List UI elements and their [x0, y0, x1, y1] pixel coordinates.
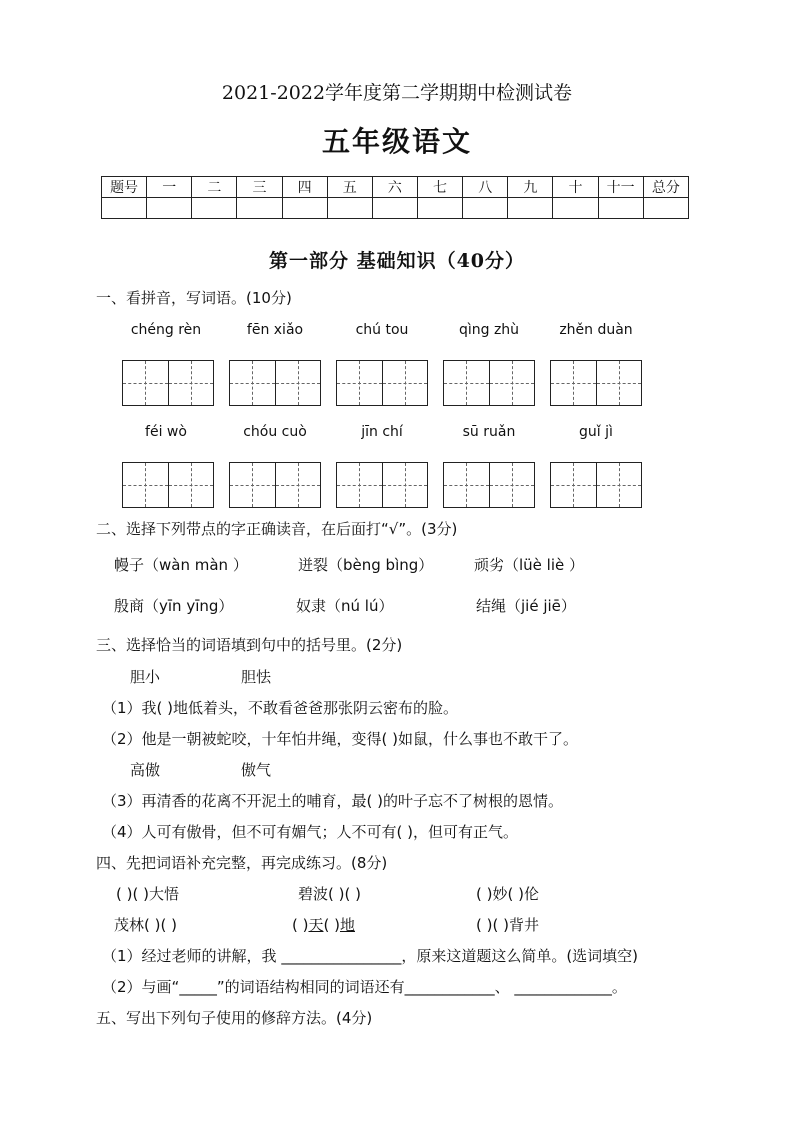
- idiom-blank[interactable]: ( )( )背井: [476, 916, 539, 934]
- score-entry-cell[interactable]: [282, 198, 327, 219]
- q4-sentence-2[interactable]: （2）与画“_____”的词语结构相同的词语还有____________、 _____________。: [102, 978, 627, 996]
- pinyin-label: zhěn duàn: [559, 322, 633, 338]
- idiom-char-di: 地: [339, 916, 355, 934]
- idiom-blank-underlined[interactable]: [292, 914, 355, 935]
- pinyin-label: chóu cuò: [243, 424, 307, 440]
- score-header-cell: 六: [372, 177, 417, 198]
- q2-heading: 二、选择下列带点的字正确读音，在后面打“√”。(3分): [96, 520, 458, 538]
- writing-grid[interactable]: [443, 462, 535, 508]
- writing-grid[interactable]: [122, 360, 214, 406]
- score-header-cell: 十: [553, 177, 598, 198]
- score-entry-cell[interactable]: [192, 198, 237, 219]
- exam-title: 2021-2022学年度第二学期期中检测试卷: [221, 82, 573, 104]
- score-entry-cell[interactable]: [643, 198, 688, 219]
- reading-choice[interactable]: 幔子（wàn màn ）: [114, 556, 248, 574]
- score-entry-cell[interactable]: [327, 198, 372, 219]
- subject-title: 五年级语文: [321, 125, 472, 158]
- pinyin-label: chéng rèn: [130, 322, 202, 338]
- idiom-blank[interactable]: 碧波( )( ): [298, 885, 361, 903]
- pinyin-label: qìng zhù: [458, 322, 520, 338]
- word-option: 胆小: [130, 668, 161, 686]
- reading-choice[interactable]: 顽劣（lüè liè ）: [474, 556, 585, 574]
- pinyin-label: fēn xiǎo: [246, 322, 304, 338]
- part-heading: 第一部分 基础知识（40分）: [268, 250, 526, 272]
- score-header-cell: 一: [147, 177, 192, 198]
- writing-grid[interactable]: [443, 360, 535, 406]
- pinyin-label: chú tou: [355, 322, 409, 338]
- q1-heading: 一、看拼音，写词语。(10分): [96, 289, 292, 307]
- score-header-cell: 九: [508, 177, 553, 198]
- idiom-blank[interactable]: ( )( )大悟: [116, 885, 179, 903]
- reading-choice[interactable]: 迸裂（bèng bìng）: [298, 556, 434, 574]
- idiom-blank[interactable]: ( )妙( )伦: [476, 885, 539, 903]
- sentence-3[interactable]: （3）再清香的花离不开泥土的哺育，最( )的叶子忘不了树根的恩情。: [102, 792, 564, 810]
- sentence-2[interactable]: （2）他是一朝被蛇咬，十年怕井绳，变得( )如鼠，什么事也不敢干了。: [102, 730, 579, 748]
- writing-grid[interactable]: [336, 360, 428, 406]
- idiom-blank-part: ( ): [292, 916, 309, 934]
- score-header-cell: 七: [417, 177, 462, 198]
- writing-grid[interactable]: [336, 462, 428, 508]
- pinyin-label: sū ruǎn: [462, 424, 516, 440]
- score-header-cell: 总分: [643, 177, 688, 198]
- word-option: 高傲: [130, 761, 161, 779]
- score-header-cell: 五: [327, 177, 372, 198]
- score-header-cell: 四: [282, 177, 327, 198]
- writing-grid[interactable]: [229, 360, 321, 406]
- reading-choice[interactable]: 结绳（jié jiē）: [476, 597, 576, 615]
- reading-choice[interactable]: 殷商（yīn yīng）: [114, 597, 234, 615]
- score-entry-cell[interactable]: [463, 198, 508, 219]
- score-entry-cell[interactable]: [372, 198, 417, 219]
- idiom-blank-part: ( ): [323, 916, 340, 934]
- pinyin-label: guǐ jì: [579, 424, 613, 440]
- sentence-4[interactable]: （4）人可有傲骨，但不可有媚气；人不可有( )，但可有正气。: [102, 823, 519, 841]
- score-entry-cell[interactable]: [147, 198, 192, 219]
- score-header-cell: 八: [463, 177, 508, 198]
- idiom-blank[interactable]: 茂林( )( ): [114, 916, 177, 934]
- score-entry-cell[interactable]: [417, 198, 462, 219]
- reading-choice[interactable]: 奴隶（nú lú）: [296, 597, 394, 615]
- writing-grid[interactable]: [229, 462, 321, 508]
- score-header-cell: 十一: [598, 177, 643, 198]
- score-entry-cell[interactable]: [102, 198, 147, 219]
- score-header-row: [102, 177, 689, 198]
- score-table: [101, 176, 689, 219]
- score-entry-cell[interactable]: [508, 198, 553, 219]
- score-entry-cell[interactable]: [553, 198, 598, 219]
- idiom-char-tian: 天: [308, 916, 324, 934]
- pinyin-label: féi wò: [145, 424, 187, 440]
- q4-heading: 四、先把词语补充完整，再完成练习。(8分): [96, 854, 388, 872]
- score-header-cell: 二: [192, 177, 237, 198]
- word-option: 胆怯: [241, 668, 272, 686]
- score-entry-row: [102, 198, 689, 219]
- score-header-cell: 三: [237, 177, 282, 198]
- q3-heading: 三、选择恰当的词语填到句中的括号里。(2分): [96, 636, 403, 654]
- word-option: 傲气: [241, 761, 272, 779]
- writing-grid[interactable]: [550, 360, 642, 406]
- writing-grid[interactable]: [550, 462, 642, 508]
- q4-sentence-1[interactable]: （1）经过老师的讲解，我 ________________，原来这道题这么简单。(选词填空): [102, 947, 639, 965]
- sentence-1[interactable]: （1）我( )地低着头，不敢看爸爸那张阴云密布的脸。: [102, 699, 459, 717]
- writing-grid[interactable]: [122, 462, 214, 508]
- q5-heading: 五、写出下列句子使用的修辞方法。(4分): [96, 1009, 373, 1027]
- score-entry-cell[interactable]: [237, 198, 282, 219]
- score-header-cell: 题号: [102, 177, 147, 198]
- score-entry-cell[interactable]: [598, 198, 643, 219]
- pinyin-label: jīn chí: [361, 424, 403, 440]
